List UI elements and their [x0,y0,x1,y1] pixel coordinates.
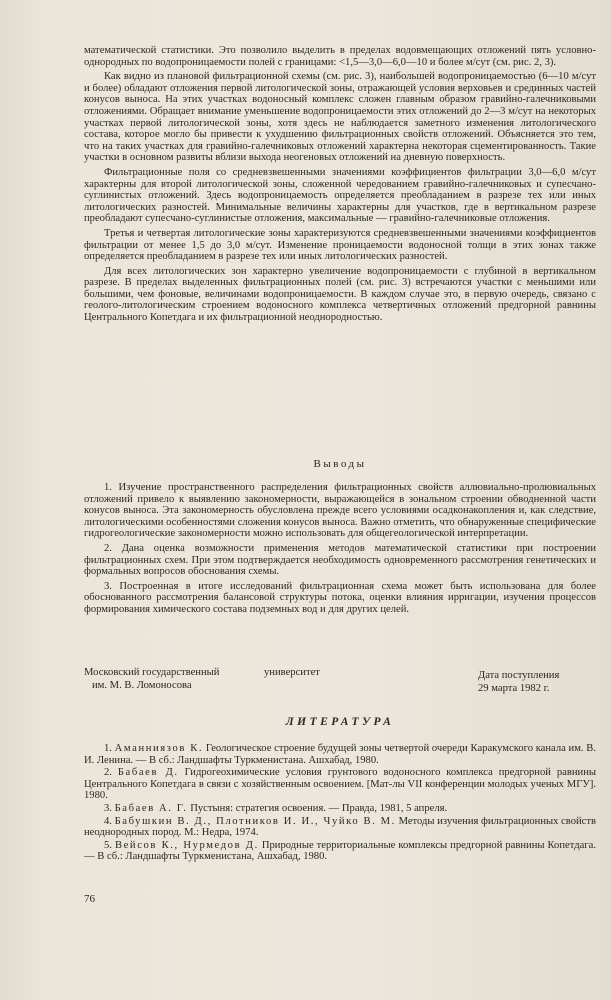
reference-author: Бабаев А. Г. [114,802,188,814]
reference-text: Гидрогеохимические условия грунтового водоносного комплекса предгорной равнины Центрального Копетдага в связи с хозяйственным освоением. [Мат-лы VII конференции молодых ученых МГУ]. 1980. [84,767,596,802]
conclusion-item: 2. Дана оценка возможности применения методов математической статистики при построении фильтрационных схем. При этом подтверждается необходимость одновременного рассмотрения генетических и формальных вопросов обоснования схемы. [84,542,596,578]
reference-number: 4. [104,815,112,827]
body-paragraph: Фильтрационные поля со средневзвешенными значениями коэффициентов фильтрации 3,0—6,0 м/сут характерны для второй литологической зоны, сложенной чередованием гравийно-галечниковых и супесчано-суглинистых отложений. Здесь водопроницаемость определяется преобладанием в разрезе тех или иных литологических разностей. Минимальные величины характерны для участков, где в вертикальном разрезе преобладают супесчано-суглинистые отложения, максимальные — гравийно-галечниковые отложения. [84,166,596,225]
reference-text: Природные территориальные комплексы предгорной равнины Копетдага. — В сб.: Ландшафты Туркменистана, Ашхабад, 1980. [84,839,596,863]
reference-text: Пустыня: стратегия освоения. — Правда, 1981, 5 апреля. [190,802,448,814]
received-label: Дата поступления [478,670,560,681]
reference-author: Вейсов К., Нурмедов Д. [114,839,259,851]
conclusions-heading: Выводы [313,458,367,470]
reference-number: 3. [104,802,112,814]
body-text [84,45,596,327]
body-paragraph: Третья и четвертая литологические зоны характеризуются средневзвешенными значениями коэффициентов фильтрации от менее 1,5 до 3,0 м/сут. Изменение проницаемости водоносной толщи в этих зонах также определяется преобладанием в разрезе тех или иных литологических разностей. [84,227,596,263]
reference-author: Аманниязов К. [114,743,204,754]
affiliation-line-1: Московский государственный [84,667,220,678]
reference-item [84,767,596,802]
conclusions-list [84,482,596,619]
references-list [84,743,596,864]
affiliation-line-2: им. М. В. Ломоносова [92,679,192,691]
reference-number: 1. [104,743,112,754]
references-heading: ЛИТЕРАТУРА [285,716,395,728]
reference-text: Геологическое строение будущей зоны четвертой очереди Каракумского канала им. В. И. Ленина. — В сб.: Ландшафты Туркменистана. Ашхабад, 1980. [84,743,596,766]
page-number: 76 [84,893,95,905]
reference-text: Методы изучения фильтрационных свойств неоднородных пород. М.: Недра, 1974. [84,815,596,839]
reference-item [84,803,596,815]
conclusion-item: 3. Построенная в итоге исследований фильтрационная схема может быть использована для более обоснованного рассмотрения балансовой структуры потока, оценки влияния ирригации, изучения процессов формирования химического состава подземных вод и для других целей. [84,580,596,615]
reference-author: Бабаев Д. [117,767,179,779]
received-value: 29 марта 1982 г. [478,682,550,694]
reference-number: 2. [104,767,112,779]
reference-item [84,840,596,863]
reference-item [84,816,596,839]
reference-author: Бабушкин В. Д., Плотников И. И., Чуйко В. М. [114,815,396,827]
body-paragraph: Для всех литологических зон характерно увеличение водопроницаемости с глубиной в вертикальном разрезе. В пределах выделенных фильтрационных полей (см. рис. 3) встречаются участки с меньшими или большими, чем фоновые, величинами водопроницаемости. В каждом случае это, в первую очередь, связано с геолого-литологическим строением водоносного комплекса четвертичных отложений предгорной равнины Центрального Копетдага и их фильтрационной неоднородностью. [84,265,596,324]
conclusion-item: 1. Изучение пространственного распределения фильтрационных свойств аллювиально-пролювиальных отложений привело к выявлению закономерности, выражающейся в зональном строении обводненной части конусов выноса. Эта закономерность обусловлена прежде всего условиями осадконакопления и, как следствие, литологическими особенностями сложения конусов выноса. Важно отметить, что обнаруженные специфические гидрогеологические закономерности можно использовать для общегеологической интерпретации. [84,482,596,540]
received-date [478,670,608,695]
body-paragraph: Как видно из плановой фильтрационной схемы (см. рис. 3), наибольшей водопроницаемостью (6—10 м/сут и более) обладают отложения первой литологической зоны, отражающей условия верховьев и срединных частей конусов выноса. На этих участках водоносный комплекс сложен главным образом гравийно-галечниковыми отложениями. Обращает внимание уменьшение водопроницаемости этих отложений до 2—3 м/сут на некоторых участках первой литологической зоны, хотя здесь не наблюдается заметного изменения литологического состава, которое могло бы привести к ухудшению фильтрационных свойств отложений. Объясняется это тем, что на таких участках для гравийно-галечниковых отложений характерна некоторая сцементированность. Такие участки в основном развиты вблизи выхода неогеновых отложений на дневную поверхность. [84,71,596,164]
affiliation-university: университет [264,667,320,678]
reference-item [84,743,596,766]
reference-number: 5. [104,839,112,851]
body-paragraph: математической статистики. Это позволило выделить в пределах водовмещающих отложений пять условно-однородных по водопроницаемости полей с границами: <1,5—3,0—6,0—10 и более м/сут (см. рис. 2, 3). [84,45,596,68]
